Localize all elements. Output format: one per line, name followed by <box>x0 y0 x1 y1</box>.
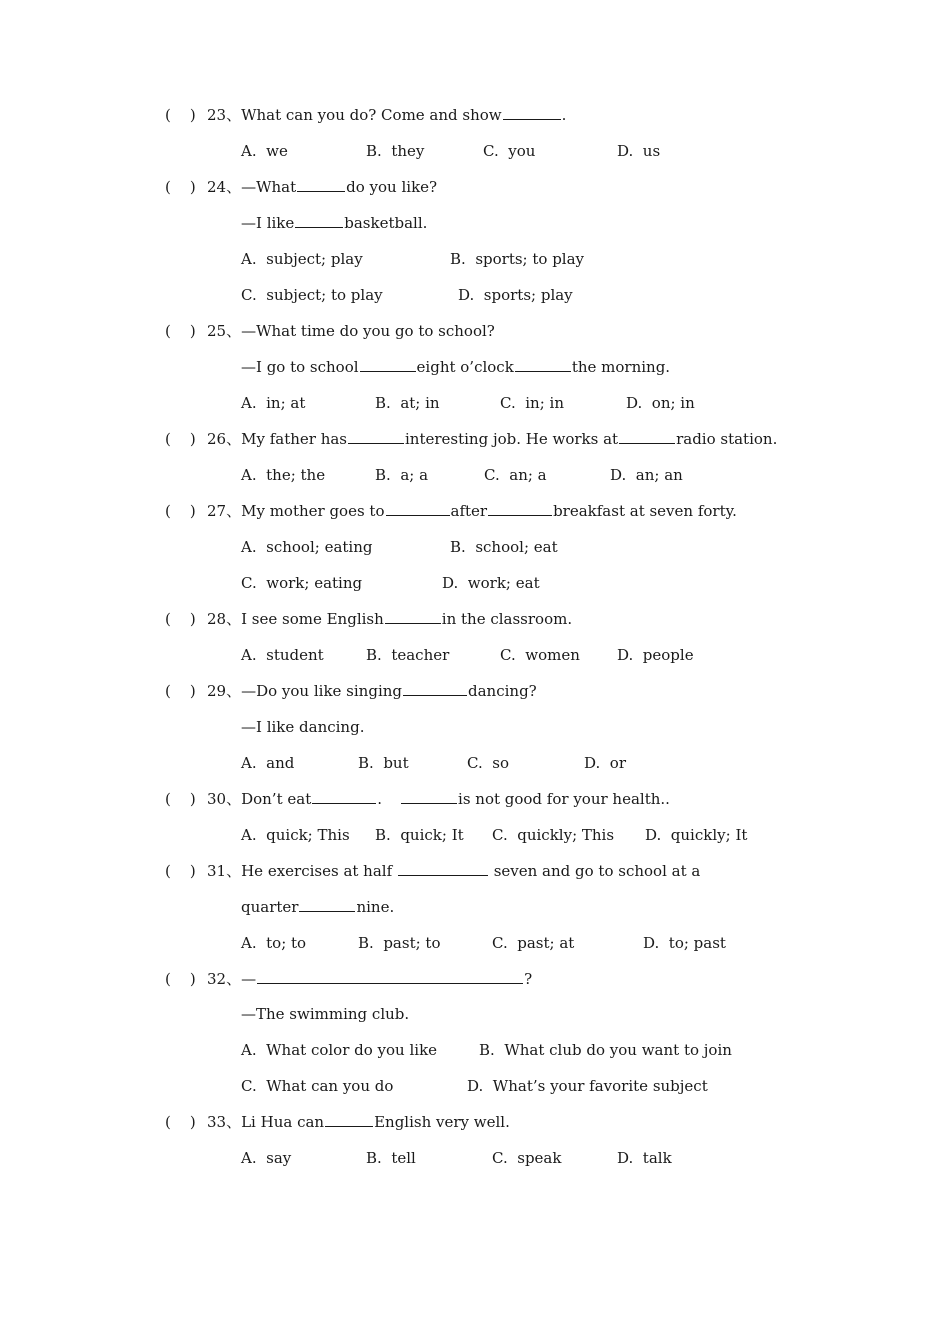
answer-blank <box>503 105 561 120</box>
question-text: the morning. <box>571 358 671 376</box>
question-number: 30、 <box>207 790 242 808</box>
answer-blank <box>257 969 523 984</box>
option-b: B. past; to <box>358 934 441 952</box>
answer-blank <box>619 429 675 444</box>
question-text: My father has <box>241 430 347 448</box>
question-text: in the classroom. <box>441 610 573 628</box>
question-text: basketball. <box>344 214 428 232</box>
option-a: A. to; to <box>241 934 307 952</box>
question-text: Li Hua can <box>241 1113 325 1131</box>
question-number: 27、 <box>207 502 242 520</box>
answer-blank <box>299 897 355 912</box>
question-number: 32、 <box>207 970 242 988</box>
answer-bracket: ( ) <box>165 430 196 448</box>
option-d: D. to; past <box>643 934 726 952</box>
answer-bracket: ( ) <box>165 178 196 196</box>
option-c: C. so <box>467 754 509 772</box>
question-text: after <box>450 502 488 520</box>
option-b: B. school; eat <box>450 538 558 556</box>
question-text: seven and go to school at a <box>493 862 701 880</box>
option-b: B. quick; It <box>375 826 464 844</box>
answer-blank <box>312 789 376 804</box>
question-28 <box>165 609 572 629</box>
option-a: A. quick; This <box>241 826 350 844</box>
options-32-row-1 <box>241 1040 732 1060</box>
option-a: A. we <box>241 142 288 160</box>
option-b: B. but <box>358 754 409 772</box>
question-number: 33、 <box>207 1113 242 1131</box>
option-d: D. talk <box>617 1149 672 1167</box>
question-24 <box>165 177 437 197</box>
answer-bracket: ( ) <box>165 502 196 520</box>
option-d: D. quickly; It <box>645 826 748 844</box>
options-23 <box>241 141 660 161</box>
answer-blank <box>403 681 467 696</box>
question-text: . <box>561 106 567 124</box>
question-text: dancing? <box>468 682 537 700</box>
option-c: C. in; in <box>500 394 564 412</box>
option-a: A. the; the <box>241 466 326 484</box>
question-text: interesting job. He works at <box>405 430 619 448</box>
option-d: D. an; an <box>610 466 683 484</box>
answer-bracket: ( ) <box>165 862 196 880</box>
options-27-row-1 <box>241 537 558 557</box>
question-27 <box>165 501 737 521</box>
options-27-row-2 <box>241 573 540 593</box>
question-number: 24、 <box>207 178 242 196</box>
question-29-line-2: —I like dancing. <box>241 718 365 736</box>
option-b: B. at; in <box>375 394 440 412</box>
answer-blank <box>297 177 345 192</box>
question-32 <box>165 969 532 989</box>
answer-blank <box>515 357 571 372</box>
option-d: D. work; eat <box>442 574 540 592</box>
question-31-line-2 <box>241 897 394 917</box>
answer-blank <box>401 789 457 804</box>
options-33 <box>241 1148 672 1168</box>
option-b: B. sports; to play <box>450 250 585 268</box>
question-text: —I go to school <box>241 358 359 376</box>
question-text: —What <box>241 178 297 196</box>
question-25-line-2 <box>241 357 670 377</box>
option-c: C. past; at <box>492 934 575 952</box>
options-30 <box>241 825 747 845</box>
question-number: 31、 <box>207 862 242 880</box>
question-text: My mother goes to <box>241 502 385 520</box>
answer-blank <box>488 501 552 516</box>
question-text: English very well. <box>374 1113 510 1131</box>
answer-blank <box>386 501 450 516</box>
question-number: 26、 <box>207 430 242 448</box>
options-31 <box>241 933 726 953</box>
question-text: . <box>377 790 383 808</box>
option-b: B. tell <box>366 1149 416 1167</box>
option-d: D. us <box>617 142 661 160</box>
option-a: A. say <box>241 1149 292 1167</box>
options-29 <box>241 753 626 773</box>
question-number: 25、 <box>207 322 242 340</box>
option-c: C. What can you do <box>241 1077 394 1095</box>
question-number: 29、 <box>207 682 242 700</box>
question-text: What can you do? Come and show <box>241 106 502 124</box>
question-32-line-2: —The swimming club. <box>241 1005 410 1023</box>
option-c: C. you <box>483 142 536 160</box>
question-text: do you like? <box>346 178 438 196</box>
question-text: Don’t eat <box>241 790 312 808</box>
question-33 <box>165 1112 510 1132</box>
question-text: He exercises at half <box>241 862 393 880</box>
answer-bracket: ( ) <box>165 970 196 988</box>
option-c: C. women <box>500 646 580 664</box>
option-a: A. What color do you like <box>241 1041 438 1059</box>
options-28 <box>241 645 694 665</box>
question-24-line-2 <box>241 213 427 233</box>
question-text: quarter <box>241 898 299 916</box>
answer-blank <box>385 609 441 624</box>
options-24-row-2 <box>241 285 573 305</box>
question-31 <box>165 861 700 881</box>
options-26 <box>241 465 683 485</box>
question-text: eight o’clock <box>416 358 514 376</box>
question-30 <box>165 789 670 809</box>
answer-bracket: ( ) <box>165 610 196 628</box>
answer-blank <box>325 1112 373 1127</box>
answer-bracket: ( ) <box>165 1113 196 1131</box>
answer-bracket: ( ) <box>165 322 196 340</box>
option-c: C. speak <box>492 1149 562 1167</box>
answer-bracket: ( ) <box>165 106 196 124</box>
option-d: D. people <box>617 646 694 664</box>
question-text: breakfast at seven forty. <box>553 502 737 520</box>
question-text: I see some English <box>241 610 384 628</box>
question-text: nine. <box>356 898 395 916</box>
question-text: —I like <box>241 214 295 232</box>
answer-bracket: ( ) <box>165 790 196 808</box>
option-a: A. and <box>241 754 295 772</box>
option-d: D. sports; play <box>458 286 573 304</box>
options-25 <box>241 393 695 413</box>
option-d: D. on; in <box>626 394 695 412</box>
option-d: D. or <box>584 754 626 772</box>
option-a: A. in; at <box>241 394 306 412</box>
question-text: —What time do you go to school? <box>241 322 495 340</box>
option-c: C. subject; to play <box>241 286 383 304</box>
option-d: D. What’s your favorite subject <box>467 1077 708 1095</box>
answer-blank <box>295 213 343 228</box>
question-text: radio station. <box>676 430 778 448</box>
option-a: A. subject; play <box>241 250 363 268</box>
option-c: C. quickly; This <box>492 826 615 844</box>
option-b: B. teacher <box>366 646 450 664</box>
question-25 <box>165 321 495 341</box>
answer-bracket: ( ) <box>165 682 196 700</box>
answer-blank <box>360 357 416 372</box>
question-text: — <box>241 970 257 988</box>
option-c: C. an; a <box>484 466 547 484</box>
options-32-row-2 <box>241 1076 708 1096</box>
answer-blank <box>398 861 488 876</box>
question-number: 28、 <box>207 610 242 628</box>
option-b: B. they <box>366 142 425 160</box>
option-b: B. a; a <box>375 466 429 484</box>
question-29 <box>165 681 537 701</box>
option-c: C. work; eating <box>241 574 363 592</box>
option-a: A. school; eating <box>241 538 373 556</box>
question-text: —Do you like singing <box>241 682 402 700</box>
question-text: ? <box>524 970 533 988</box>
option-b: B. What club do you want to join <box>479 1041 732 1059</box>
options-24-row-1 <box>241 249 584 269</box>
question-26 <box>165 429 777 449</box>
question-number: 23、 <box>207 106 242 124</box>
option-a: A. student <box>241 646 324 664</box>
question-text: is not good for your health.. <box>458 790 670 808</box>
question-23 <box>165 105 566 125</box>
answer-blank <box>348 429 404 444</box>
